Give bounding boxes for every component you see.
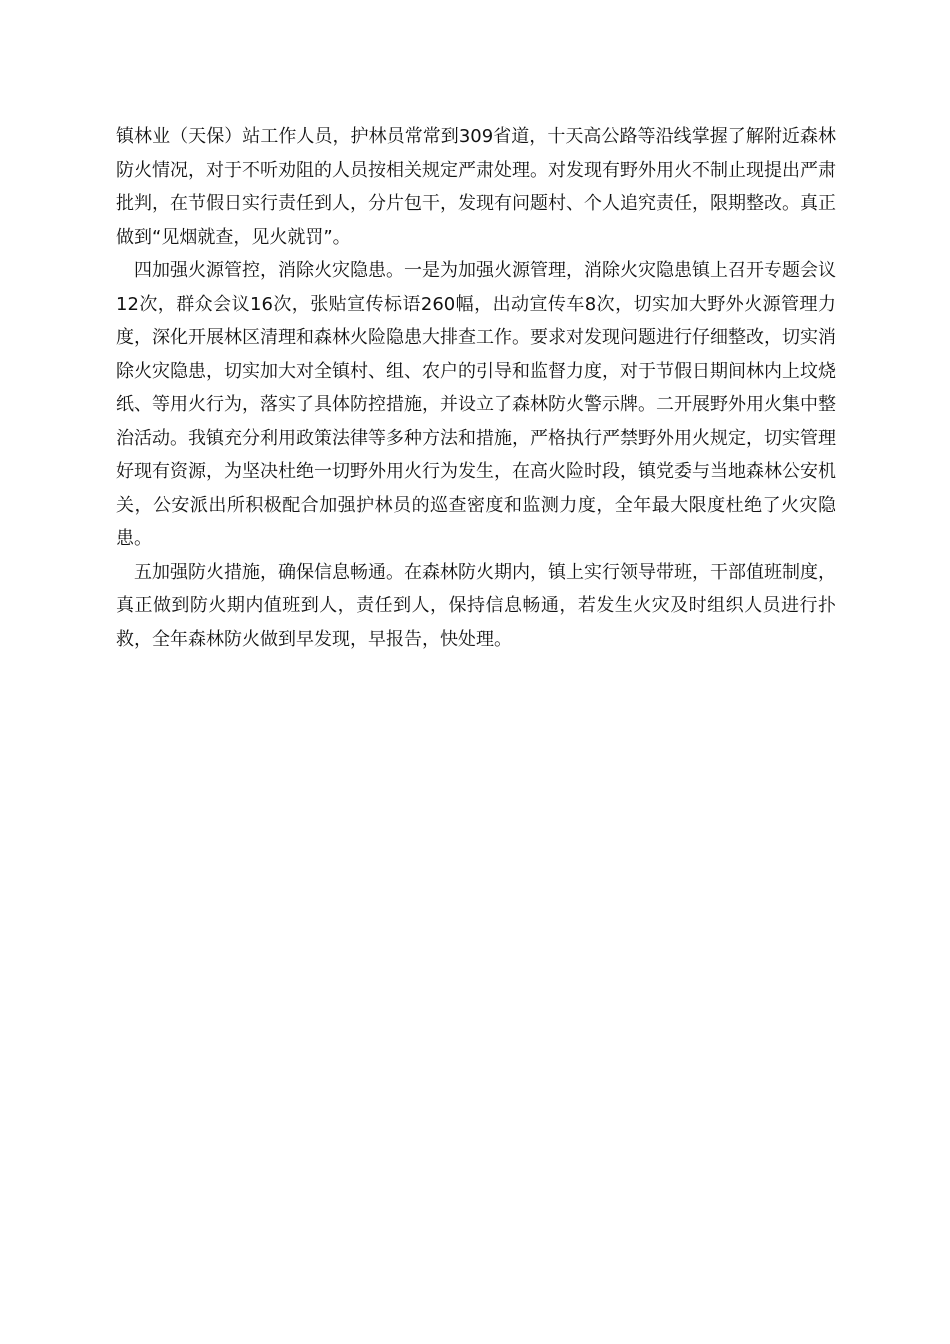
paragraph-section-5: 五加强防火措施，确保信息畅通。在森林防火期内，镇上实行领导带班，干部值班制度，真正做到防火期内值班到人，责任到人，保持信息畅通，若发生火灾及时组织人员进行扑救，全年森林防火做到早发现，早报告，快处理。 [116, 561, 836, 650]
paragraph-section-4: 四加强火源管控，消除火灾隐患。一是为加强火源管理，消除火灾隐患镇上召开专题会议12次，群众会议16次，张贴宣传标语260幅，出动宣传车8次，切实加大野外火源管理力度，深化开展林区清理和森林火险隐患大排查工作。要求对发现问题进行仔细整改，切实消除火灾隐患，切实加大对全镇村、组、农户的引导和监督力度，对于节假日期间林内上坟烧纸、等用火行为，落实了具体防控措施，并设立了森林防火警示牌。二开展野外用火集中整治活动。我镇充分利用政策法律等多种方法和措施，严格执行严禁野外用火规定，切实管理好现有资源，为坚决杜绝一切野外用火行为发生，在高火险时段，镇党委与当地森林公安机关，公安派出所积极配合加强护林员的巡查密度和监测力度，全年最大限度杜绝了火灾隐患。 [116, 260, 836, 549]
paragraph-continued: 镇林业（天保）站工作人员，护林员常常到309省道，十天高公路等沿线掌握了解附近森林防火情况，对于不听劝阻的人员按相关规定严肃处理。对发现有野外用火不制止现提出严肃批判，在节假日实行责任到人，分片包干，发现有问题村、个人追究责任，限期整改。真正做到“见烟就查，见火就罚”。 [116, 126, 836, 248]
document-body [116, 120, 836, 656]
